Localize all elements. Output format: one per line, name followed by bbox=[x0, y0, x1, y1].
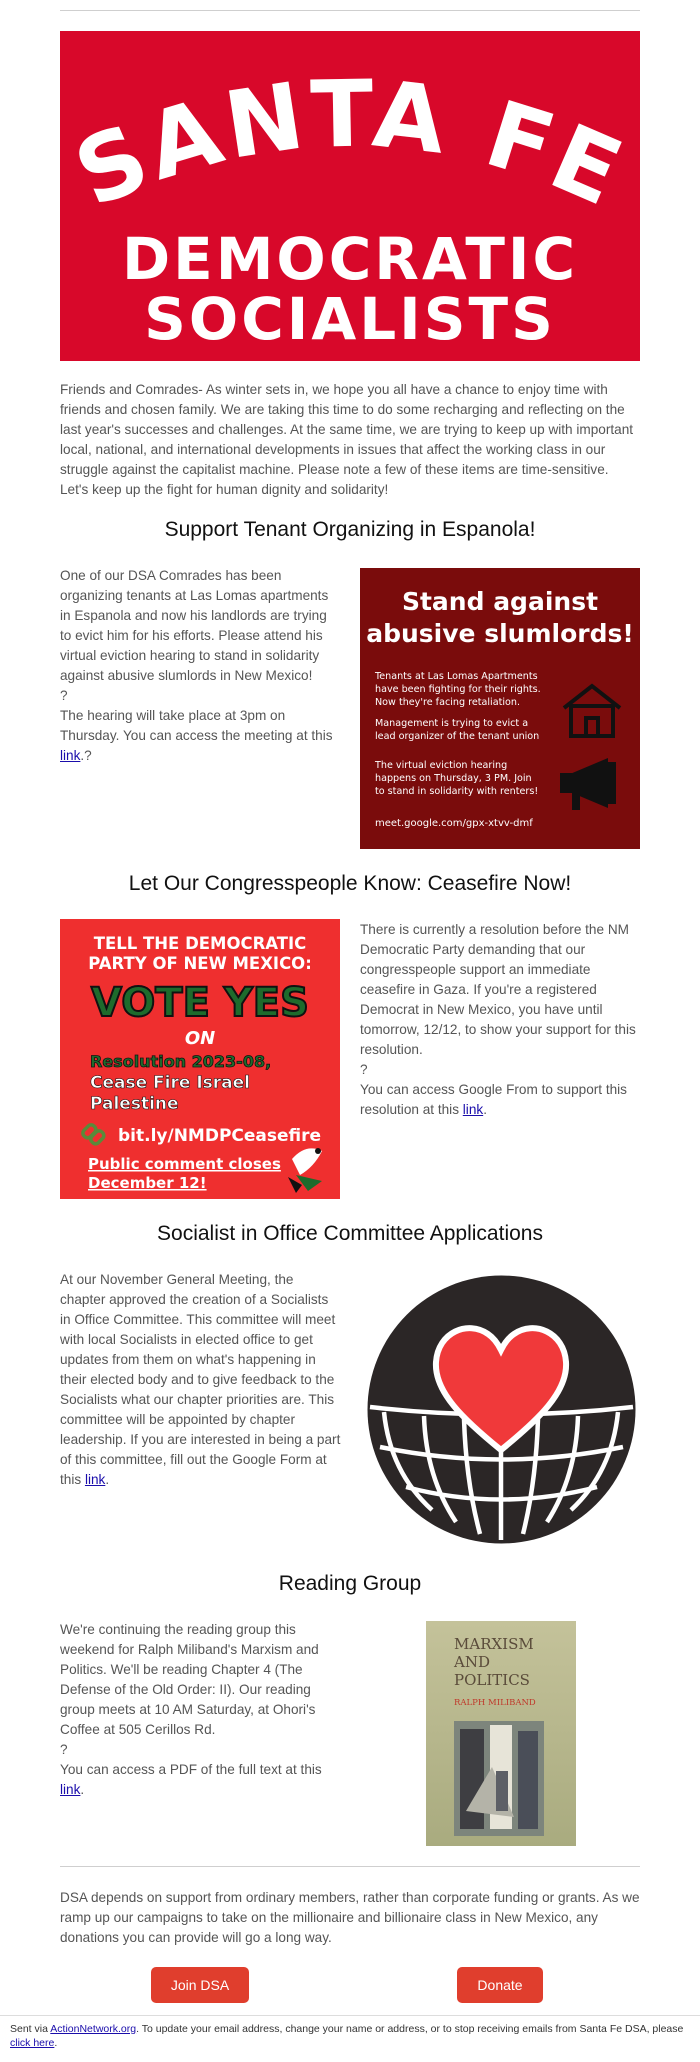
ceasefire-url: bit.ly/NMDPCeasefire bbox=[118, 1126, 322, 1146]
ceasefire-line-2: PARTY OF NEW MEXICO: bbox=[88, 954, 312, 973]
office-link-suffix: . bbox=[105, 1472, 110, 1487]
book-author: RALPH MILIBAND bbox=[454, 1698, 536, 1708]
ceasefire-form-link[interactable]: link bbox=[462, 1102, 484, 1117]
ceasefire-on: ON bbox=[184, 1028, 216, 1049]
reading-paragraph-2 bbox=[60, 1760, 340, 1800]
reading-pdf-link[interactable]: link bbox=[60, 1782, 81, 1797]
office-form-link[interactable]: link bbox=[84, 1472, 106, 1487]
poster-headline-2: abusive slumlords! bbox=[366, 619, 634, 648]
poster-block1-line1: Tenants at Las Lomas Apartments bbox=[375, 671, 538, 682]
tenant-paragraph-1: One of our DSA Comrades has been organizing tenants at Las Lomas apartments in Espanola and now his landlords are trying to evict him for his efforts. Please attend his virtual eviction hearing to stand in solidarity against abusive slumlords in New Mexico! bbox=[60, 568, 329, 683]
ceasefire-cease-1: Cease Fire Israel bbox=[90, 1073, 250, 1093]
ceasefire-vote-yes: VOTE YES bbox=[91, 980, 309, 1026]
poster-block3-line1: The virtual eviction hearing bbox=[375, 760, 508, 771]
footer-divider bbox=[0, 2015, 700, 2016]
book-cover-art bbox=[426, 1621, 576, 1846]
banner-logo bbox=[60, 31, 640, 361]
unsubscribe-link[interactable]: click here bbox=[10, 2037, 55, 2049]
poster-block3-line3: to stand in solidarity with renters! bbox=[375, 786, 539, 797]
tenant-section-title: Support Tenant Organizing in Espanola! bbox=[164, 518, 536, 541]
reading-link-suffix: . bbox=[80, 1782, 85, 1797]
tenant-meeting-link[interactable]: link bbox=[60, 748, 81, 763]
intro-paragraph: Friends and Comrades- As winter sets in, we hope you all have a chance to enjoy time with friends and chosen family. We are taking this time to do some recharging and reflecting on the last year's successes and challenges. At the same time, we are trying to keep up with important local, national, and international developments in issues that affect the working class in our struggle against the capitalist machine. Please note a few of these items are time-sensitive. Let's keep up the fight for human dignity and solidarity! bbox=[60, 382, 634, 497]
poster-block2-line1: Management is trying to evict a bbox=[375, 718, 529, 729]
footer-middle-text: . To update your email address, change your name or address, or to stop receiving emails from Santa Fe DSA, please bbox=[136, 2023, 684, 2035]
ceasefire-paragraph-2 bbox=[360, 1080, 640, 1120]
reading-question-mark: ? bbox=[60, 1742, 68, 1757]
join-dsa-button[interactable]: Join DSA bbox=[151, 1967, 249, 2003]
ceasefire-line-1: TELL THE DEMOCRATIC bbox=[93, 934, 307, 953]
slumlords-poster bbox=[360, 568, 640, 849]
tenant-question-mark: ? bbox=[60, 688, 68, 703]
poster-headline-1: Stand against bbox=[401, 587, 599, 616]
poster-block1-line3: Now they're facing retaliation. bbox=[375, 697, 521, 708]
book-cover bbox=[426, 1621, 576, 1846]
reading-paragraph-1: We're continuing the reading group this weekend for Ralph Miliband's Marxism and Politics. We'll be reading Chapter 4 (The Defense of the Old Order: II). Our reading group meets at 10 AM Saturday, at Ohori's Coffee at 505 Cerillos Rd. bbox=[60, 1622, 319, 1737]
ceasefire-question-mark: ? bbox=[360, 1062, 368, 1077]
poster-block1-line2: have been fighting for their rights. bbox=[375, 684, 541, 695]
ceasefire-section-title: Let Our Congresspeople Know: Ceasefire Now! bbox=[128, 872, 572, 895]
donate-button[interactable]: Donate bbox=[457, 1967, 543, 2003]
ceasefire-text bbox=[360, 920, 640, 1120]
tenant-paragraph-2-text: The hearing will take place at 3pm on Thursday. You can access the meeting at this bbox=[60, 708, 333, 743]
ceasefire-poster bbox=[60, 919, 340, 1199]
email-footer bbox=[10, 2022, 690, 2050]
reading-paragraph-2-text: You can access a PDF of the full text at this bbox=[60, 1762, 322, 1777]
heart-globe-art bbox=[364, 1272, 639, 1547]
ceasefire-cease-2: Palestine bbox=[90, 1094, 179, 1114]
rose-heart-logo bbox=[364, 1272, 639, 1547]
office-text bbox=[60, 1270, 342, 1490]
ceasefire-closes-2: December 12! bbox=[88, 1174, 207, 1192]
bottom-divider bbox=[60, 1866, 640, 1867]
office-paragraph-1 bbox=[60, 1270, 342, 1490]
book-title-line-1: MARXISM bbox=[454, 1635, 534, 1653]
ceasefire-paragraph-2-text: You can access Google From to support this resolution at this bbox=[360, 1082, 627, 1117]
book-title-line-3: POLITICS bbox=[454, 1671, 530, 1689]
ceasefire-resolution: Resolution 2023-08, bbox=[90, 1052, 272, 1071]
tenant-text bbox=[60, 566, 340, 766]
book-title-line-2: AND bbox=[454, 1653, 490, 1671]
poster-block2-line2: lead organizer of the tenant union bbox=[375, 731, 540, 742]
footer-sent-via: Sent via bbox=[10, 2023, 48, 2035]
top-divider bbox=[60, 10, 640, 11]
banner-line-democratic: DEMOCRATIC bbox=[121, 225, 579, 293]
office-paragraph-1-text: At our November General Meeting, the chapter approved the creation of a Socialists in Office Committee. This committee will meet with local Socialists in elected office to get updates from them on what's happening in their elected body and to give feedback to the Socialists what our chapter priorities are. This committee will be appointed by chapter leadership. If you are interested in being a part of this committee, fill out the Google Form at this bbox=[60, 1272, 341, 1487]
actionnetwork-link[interactable]: ActionNetwork.org bbox=[50, 2023, 137, 2035]
chapter-banner bbox=[60, 31, 640, 361]
support-paragraph: DSA depends on support from ordinary members, rather than corporate funding or grants. As we ramp up our campaigns to take on the millionaire and billionaire class in New Mexico, any donations you can provide will go a long way. bbox=[60, 1890, 640, 1945]
tenant-link-suffix: .? bbox=[80, 748, 92, 763]
ceasefire-paragraph-1: There is currently a resolution before the NM Democratic Party demanding that our congresspeople support an immediate ceasefire in Gaza. If you're a registered Democrat in New Mexico, you have until tomorrow, 12/12, to show your support for this resolution. bbox=[360, 922, 636, 1057]
footer-end: . bbox=[54, 2037, 58, 2049]
poster-block3-line2: happens on Thursday, 3 PM. Join bbox=[375, 773, 532, 784]
slumlords-poster-art bbox=[360, 568, 640, 849]
office-section-title: Socialist in Office Committee Applications bbox=[157, 1222, 543, 1245]
ceasefire-poster-art bbox=[60, 919, 340, 1199]
reading-text bbox=[60, 1620, 340, 1800]
poster-url: meet.google.com/gpx-xtvv-dmf bbox=[375, 818, 533, 829]
ceasefire-closes-1: Public comment closes bbox=[88, 1155, 281, 1173]
banner-line-socialists: SOCIALISTS bbox=[144, 285, 556, 353]
reading-section-title: Reading Group bbox=[278, 1572, 422, 1595]
tenant-paragraph-2 bbox=[60, 706, 340, 766]
banner-line-santa-fe: SANTA FE bbox=[60, 60, 640, 229]
ceasefire-link-suffix: . bbox=[483, 1102, 487, 1117]
